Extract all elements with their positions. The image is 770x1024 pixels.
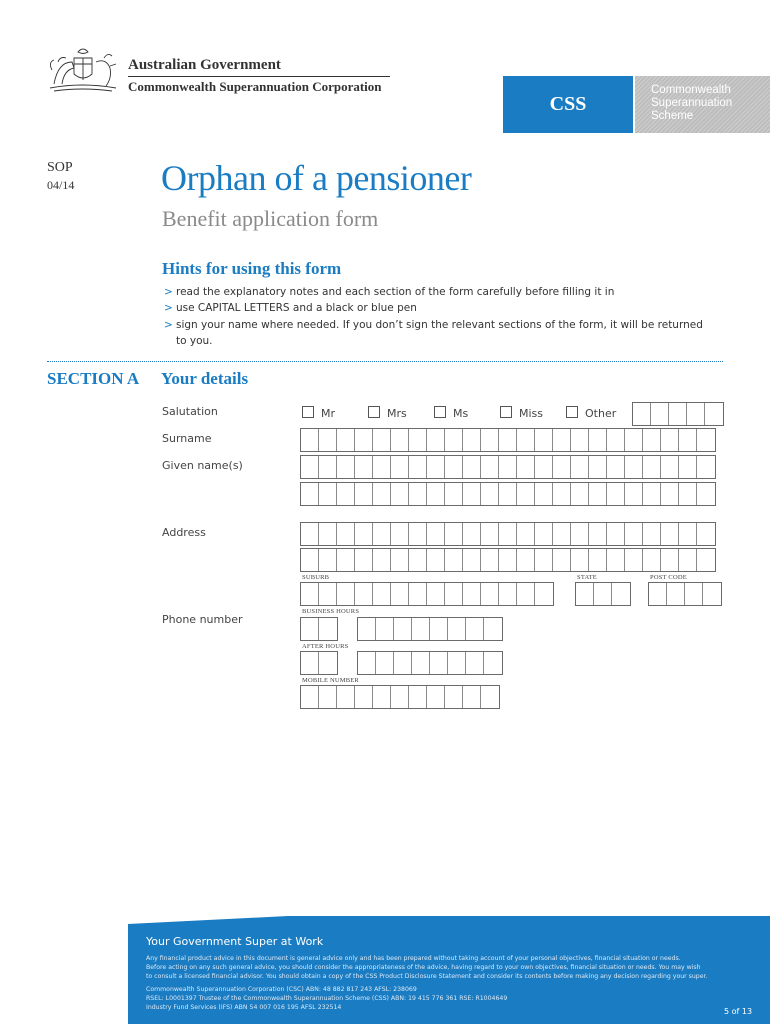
character-cell[interactable] <box>337 483 355 505</box>
character-cell[interactable] <box>391 456 409 478</box>
hint-text: read the explanatory notes and each section of the form carefully before filling it in <box>176 286 615 298</box>
character-cell[interactable] <box>319 429 337 451</box>
phone-number-label: Phone number <box>162 613 243 626</box>
salutation-ms-checkbox[interactable] <box>434 406 446 418</box>
character-cell[interactable] <box>463 583 481 605</box>
character-cell[interactable] <box>391 583 409 605</box>
character-cell[interactable] <box>445 483 463 505</box>
character-cell[interactable] <box>463 549 481 571</box>
character-cell[interactable] <box>319 483 337 505</box>
address-label: Address <box>162 526 206 539</box>
character-cell[interactable] <box>337 456 355 478</box>
character-cell[interactable] <box>391 523 409 545</box>
salutation-option-label: Ms <box>453 407 469 420</box>
scheme-line: Superannuation <box>651 97 733 109</box>
character-cell[interactable] <box>301 583 319 605</box>
character-cell[interactable] <box>481 483 499 505</box>
section-label: SECTION A <box>47 369 140 388</box>
character-cell[interactable] <box>355 429 373 451</box>
chevron-right-icon: > <box>164 286 173 298</box>
salutation-label: Salutation <box>162 405 218 418</box>
character-cell[interactable] <box>337 686 355 708</box>
character-cell[interactable] <box>463 523 481 545</box>
character-cell[interactable] <box>430 652 448 674</box>
character-cell[interactable] <box>703 583 721 605</box>
character-cell[interactable] <box>394 618 412 640</box>
character-cell[interactable] <box>412 618 430 640</box>
character-cell[interactable] <box>355 549 373 571</box>
character-cell[interactable] <box>409 456 427 478</box>
character-cell[interactable] <box>685 583 703 605</box>
character-cell[interactable] <box>535 483 553 505</box>
character-cell[interactable] <box>553 523 571 545</box>
salutation-option-label: Mr <box>321 407 336 420</box>
footer-disclaimer-line: Before acting on any such general advice, you should consider the appropriateness of the advice, having regard to your own objectives, financial situation or needs. You may wish <box>146 964 701 971</box>
character-cell[interactable] <box>481 583 499 605</box>
character-cell[interactable] <box>667 583 685 605</box>
footer-company-line: Industry Fund Services (IFS) ABN 54 007 016 195 AFSL 232514 <box>146 1004 342 1011</box>
footer-company-line: Commonwealth Superannuation Corporation (CSC) ABN: 48 882 817 243 AFSL: 238069 <box>146 986 417 993</box>
character-cell[interactable] <box>409 549 427 571</box>
character-cell[interactable] <box>643 483 661 505</box>
salutation-option-label: Miss <box>519 407 544 420</box>
character-cell[interactable] <box>651 403 669 425</box>
character-cell[interactable] <box>625 549 643 571</box>
character-cell[interactable] <box>643 523 661 545</box>
character-cell[interactable] <box>484 618 502 640</box>
character-cell[interactable] <box>355 456 373 478</box>
footer-company-line: RSEL: L0001397 Trustee of the Commonwealth Superannuation Scheme (CSS) ABN: 19 415 776 361 RSE: R1004649 <box>146 995 508 1002</box>
character-cell[interactable] <box>625 429 643 451</box>
character-cell[interactable] <box>607 483 625 505</box>
character-cell[interactable] <box>612 583 630 605</box>
state-label: STATE <box>577 574 597 581</box>
character-cell[interactable] <box>376 652 394 674</box>
suburb-label: SUBURB <box>302 574 330 581</box>
character-cell[interactable] <box>301 429 319 451</box>
salutation-mrs-checkbox[interactable] <box>368 406 380 418</box>
character-cell[interactable] <box>553 456 571 478</box>
character-cell[interactable] <box>337 583 355 605</box>
business-hours-area-code-input[interactable] <box>300 617 338 641</box>
character-cell[interactable] <box>358 618 376 640</box>
character-cell[interactable] <box>499 523 517 545</box>
character-cell[interactable] <box>594 583 612 605</box>
character-cell[interactable] <box>445 429 463 451</box>
form-date: 04/14 <box>47 178 75 192</box>
character-cell[interactable] <box>466 652 484 674</box>
character-cell[interactable] <box>535 583 553 605</box>
character-cell[interactable] <box>517 583 535 605</box>
character-cell[interactable] <box>643 456 661 478</box>
character-cell[interactable] <box>427 483 445 505</box>
character-cell[interactable] <box>553 483 571 505</box>
character-cell[interactable] <box>427 523 445 545</box>
character-cell[interactable] <box>301 483 319 505</box>
hints-heading: Hints for using this form <box>162 259 342 278</box>
page-subtitle: Benefit application form <box>162 206 379 231</box>
surname-label: Surname <box>162 432 212 445</box>
government-name: Australian Government <box>128 57 281 73</box>
form-code: SOP <box>47 160 73 175</box>
character-cell[interactable] <box>337 429 355 451</box>
character-cell[interactable] <box>445 549 463 571</box>
character-cell[interactable] <box>643 429 661 451</box>
character-cell[interactable] <box>499 456 517 478</box>
scheme-name-box <box>635 76 770 133</box>
character-cell[interactable] <box>481 549 499 571</box>
header-divider <box>128 76 390 77</box>
salutation-miss-checkbox[interactable] <box>500 406 512 418</box>
footer-disclaimer-line: to consult a licensed financial advisor. You should obtain a copy of the CSS Product Disclosure Statement and consider its contents before making any decision regarding your super. <box>146 973 708 980</box>
character-cell[interactable] <box>427 686 445 708</box>
character-cell[interactable] <box>319 652 337 674</box>
character-cell[interactable] <box>633 403 651 425</box>
character-cell[interactable] <box>463 483 481 505</box>
character-cell[interactable] <box>607 429 625 451</box>
character-cell[interactable] <box>463 429 481 451</box>
character-cell[interactable] <box>463 456 481 478</box>
character-cell[interactable] <box>355 523 373 545</box>
character-cell[interactable] <box>697 429 715 451</box>
character-cell[interactable] <box>661 429 679 451</box>
character-cell[interactable] <box>517 483 535 505</box>
suburb-input[interactable] <box>300 582 554 606</box>
character-cell[interactable] <box>427 456 445 478</box>
character-cell[interactable] <box>373 523 391 545</box>
character-cell[interactable] <box>535 429 553 451</box>
character-cell[interactable] <box>448 618 466 640</box>
character-cell[interactable] <box>301 523 319 545</box>
hint-text: use CAPITAL LETTERS and a black or blue pen <box>176 302 417 314</box>
character-cell[interactable] <box>484 652 502 674</box>
character-cell[interactable] <box>679 549 697 571</box>
after-hours-number-input[interactable] <box>357 651 503 675</box>
character-cell[interactable] <box>319 456 337 478</box>
character-cell[interactable] <box>607 456 625 478</box>
character-cell[interactable] <box>679 456 697 478</box>
coat-of-arms-icon <box>44 44 122 94</box>
character-cell[interactable] <box>589 483 607 505</box>
address-input-line-2[interactable] <box>300 548 716 572</box>
character-cell[interactable] <box>517 523 535 545</box>
character-cell[interactable] <box>391 483 409 505</box>
character-cell[interactable] <box>409 686 427 708</box>
character-cell[interactable] <box>571 549 589 571</box>
hint-item <box>164 317 724 349</box>
character-cell[interactable] <box>409 429 427 451</box>
character-cell[interactable] <box>319 549 337 571</box>
footer-disclaimer-line: Any financial product advice in this document is general advice only and has been prepared without taking account of your personal objectives, financial situation or needs. <box>146 955 681 962</box>
state-input[interactable] <box>575 582 631 606</box>
character-cell[interactable] <box>409 483 427 505</box>
after-hours-label: AFTER HOURS <box>302 643 349 650</box>
character-cell[interactable] <box>427 549 445 571</box>
character-cell[interactable] <box>643 549 661 571</box>
character-cell[interactable] <box>679 523 697 545</box>
character-cell[interactable] <box>499 583 517 605</box>
character-cell[interactable] <box>463 686 481 708</box>
character-cell[interactable] <box>391 429 409 451</box>
character-cell[interactable] <box>319 686 337 708</box>
character-cell[interactable] <box>517 429 535 451</box>
hint-item <box>164 300 724 316</box>
character-cell[interactable] <box>409 583 427 605</box>
character-cell[interactable] <box>553 429 571 451</box>
section-divider <box>47 361 723 362</box>
given-names-label: Given name(s) <box>162 459 243 472</box>
character-cell[interactable] <box>301 549 319 571</box>
character-cell[interactable] <box>661 483 679 505</box>
character-cell[interactable] <box>535 523 553 545</box>
character-cell[interactable] <box>427 583 445 605</box>
given-names-input-line-2[interactable] <box>300 482 716 506</box>
character-cell[interactable] <box>337 523 355 545</box>
character-cell[interactable] <box>373 686 391 708</box>
character-cell[interactable] <box>466 618 484 640</box>
hint-text: sign your name where needed. If you don’t sign the relevant sections of the form, it will be returned <box>176 319 703 331</box>
salutation-other-checkbox[interactable] <box>566 406 578 418</box>
address-input-line-1[interactable] <box>300 522 716 546</box>
character-cell[interactable] <box>448 652 466 674</box>
character-cell[interactable] <box>625 456 643 478</box>
section-title: Your details <box>161 369 249 388</box>
footer-title: Your Government Super at Work <box>146 935 324 948</box>
character-cell[interactable] <box>499 483 517 505</box>
scheme-line: Commonwealth <box>651 84 731 96</box>
postcode-input[interactable] <box>648 582 722 606</box>
character-cell[interactable] <box>355 583 373 605</box>
character-cell[interactable] <box>697 483 715 505</box>
mobile-number-input[interactable] <box>300 685 500 709</box>
character-cell[interactable] <box>373 549 391 571</box>
character-cell[interactable] <box>481 456 499 478</box>
character-cell[interactable] <box>481 429 499 451</box>
character-cell[interactable] <box>481 523 499 545</box>
character-cell[interactable] <box>376 618 394 640</box>
character-cell[interactable] <box>697 549 715 571</box>
character-cell[interactable] <box>576 583 594 605</box>
character-cell[interactable] <box>571 483 589 505</box>
postcode-label: POST CODE <box>650 574 687 581</box>
character-cell[interactable] <box>589 523 607 545</box>
mobile-number-label: MOBILE NUMBER <box>302 677 359 684</box>
character-cell[interactable] <box>373 456 391 478</box>
character-cell[interactable] <box>571 523 589 545</box>
character-cell[interactable] <box>445 456 463 478</box>
surname-input[interactable] <box>300 428 716 452</box>
character-cell[interactable] <box>517 549 535 571</box>
character-cell[interactable] <box>301 652 319 674</box>
character-cell[interactable] <box>589 549 607 571</box>
character-cell[interactable] <box>571 429 589 451</box>
character-cell[interactable] <box>661 523 679 545</box>
scheme-line: Scheme <box>651 110 694 122</box>
after-hours-area-code-input[interactable] <box>300 651 338 675</box>
salutation-option-label: Other <box>585 407 617 420</box>
character-cell[interactable] <box>355 483 373 505</box>
character-cell[interactable] <box>409 523 427 545</box>
business-hours-number-input[interactable] <box>357 617 503 641</box>
character-cell[interactable] <box>445 523 463 545</box>
character-cell[interactable] <box>481 686 499 708</box>
character-cell[interactable] <box>705 403 723 425</box>
character-cell[interactable] <box>649 583 667 605</box>
salutation-mr-checkbox[interactable] <box>302 406 314 418</box>
character-cell[interactable] <box>445 583 463 605</box>
character-cell[interactable] <box>499 549 517 571</box>
character-cell[interactable] <box>319 583 337 605</box>
character-cell[interactable] <box>661 549 679 571</box>
character-cell[interactable] <box>319 618 337 640</box>
character-cell[interactable] <box>535 456 553 478</box>
character-cell[interactable] <box>358 652 376 674</box>
corporation-name: Commonwealth Superannuation Corporation <box>128 79 382 94</box>
character-cell[interactable] <box>355 686 373 708</box>
hint-text-continued: to you. <box>176 335 213 347</box>
character-cell[interactable] <box>697 523 715 545</box>
hint-item <box>164 284 724 300</box>
salutation-option-label: Mrs <box>387 407 407 420</box>
character-cell[interactable] <box>337 549 355 571</box>
character-cell[interactable] <box>625 483 643 505</box>
character-cell[interactable] <box>571 456 589 478</box>
character-cell[interactable] <box>319 523 337 545</box>
character-cell[interactable] <box>301 618 319 640</box>
character-cell[interactable] <box>687 403 705 425</box>
character-cell[interactable] <box>430 618 448 640</box>
character-cell[interactable] <box>373 429 391 451</box>
character-cell[interactable] <box>391 549 409 571</box>
character-cell[interactable] <box>553 549 571 571</box>
css-badge: CSS <box>503 76 633 133</box>
salutation-other-input[interactable] <box>632 402 724 426</box>
character-cell[interactable] <box>589 456 607 478</box>
character-cell[interactable] <box>669 403 687 425</box>
character-cell[interactable] <box>679 483 697 505</box>
page-title: Orphan of a pensioner <box>161 158 472 198</box>
character-cell[interactable] <box>301 456 319 478</box>
character-cell[interactable] <box>679 429 697 451</box>
chevron-right-icon: > <box>164 302 173 314</box>
business-hours-label: BUSINESS HOURS <box>302 608 360 615</box>
character-cell[interactable] <box>499 429 517 451</box>
chevron-right-icon: > <box>164 319 173 331</box>
character-cell[interactable] <box>445 686 463 708</box>
character-cell[interactable] <box>535 549 553 571</box>
character-cell[interactable] <box>661 456 679 478</box>
character-cell[interactable] <box>301 686 319 708</box>
character-cell[interactable] <box>391 686 409 708</box>
character-cell[interactable] <box>589 429 607 451</box>
page-number: 5 of 13 <box>724 1007 753 1016</box>
character-cell[interactable] <box>517 456 535 478</box>
character-cell[interactable] <box>373 483 391 505</box>
character-cell[interactable] <box>427 429 445 451</box>
character-cell[interactable] <box>394 652 412 674</box>
character-cell[interactable] <box>412 652 430 674</box>
character-cell[interactable] <box>607 523 625 545</box>
character-cell[interactable] <box>373 583 391 605</box>
character-cell[interactable] <box>607 549 625 571</box>
character-cell[interactable] <box>625 523 643 545</box>
character-cell[interactable] <box>697 456 715 478</box>
given-names-input[interactable] <box>300 455 716 479</box>
